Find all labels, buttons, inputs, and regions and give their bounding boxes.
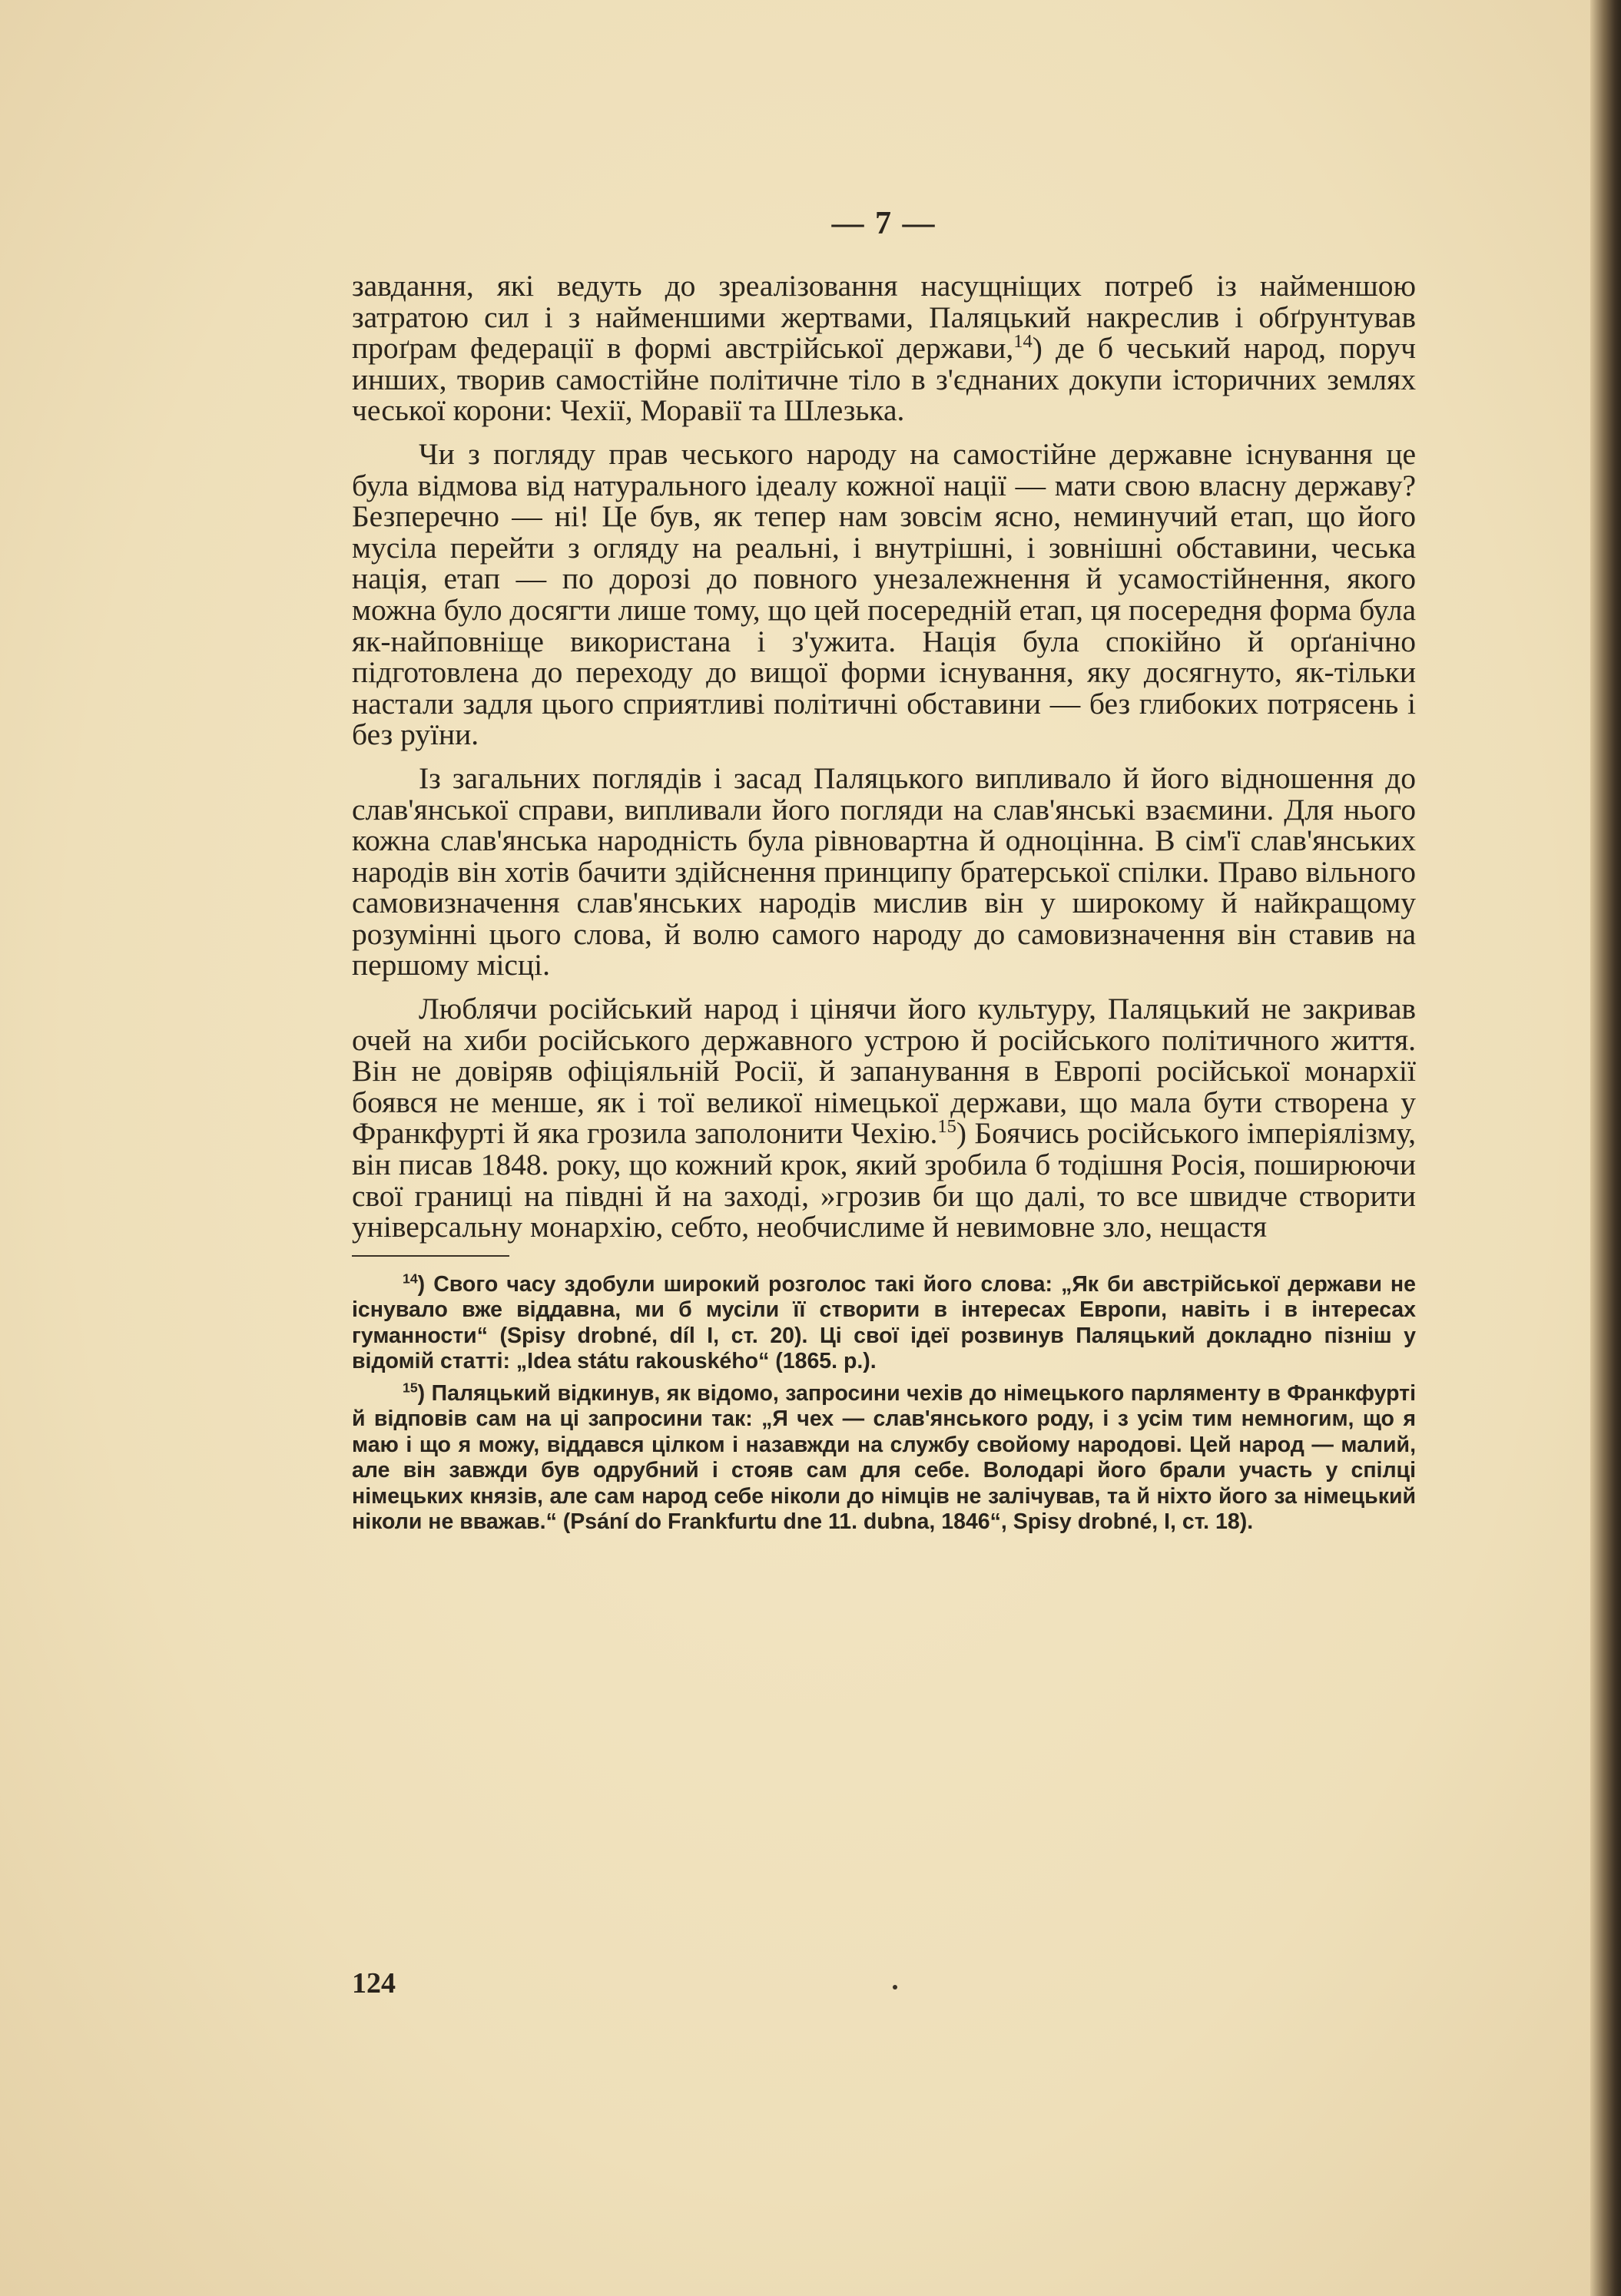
footnote-15-text: ) Паляцький відкинув, як відомо, запросини чехів до німецького парляменту в Франкфурті й відповів сам на ці запросини так: „Я чех — слав'янського роду, і з усім тим немногим, що я маю і що я можу, віддався цілком і назавжди на службу свойому народові. Цей народ — малий, але він завжди був одрубний і стояв сам для себе. Володарі його брали участь у спілці німецьких князів, але сам народ себе ніколи до німців не залічував, та й ніхто його за німецький ніколи не вважав.“ (Psání do Frankfurtu dne 11. dubna, 1846“, Spisy drobné, I, ст. 18). — [352, 1380, 1416, 1535]
paragraph-4 — [352, 993, 1416, 1243]
paragraph-4-text: Люблячи російський народ і цінячи його культуру, Паляцький не закривав очей на хиби російського державного устрою й російського політичного життя. Він не довіряв офіціяльній Росії, й запанування в Европі російської монархії боявся не менше, як і тої великої німецької держави, що мала бути створена у Франкфурті й яка грозила заполонити Чехію. — [352, 992, 1416, 1151]
binding-edge — [1590, 0, 1621, 2296]
page-number: 124 — [352, 1967, 396, 1999]
paragraph-1-text: завдання, які ведуть до зреалізовання насущніщих потреб із найменшою затратою сил і з найменшими жертвами, Паляцький накреслив і обґрунтував проґрам федерації в формі австрійської держави, — [352, 269, 1416, 366]
paragraph-4-continuation: ) Боячись російського імперіялізму, він писав 1848. року, що кожний крок, який зробила б тодішня Росія, поширюючи свої границі на півдні й на заході, »грозив би що далі, то все швидче створити універсальну монархію, себто, необчислиме й невимовне зло, нещастя — [352, 1116, 1416, 1244]
footnote-14-text: ) Свого часу здобули широкий розголос такі його слова: „Як би австрійської держави не існувало вже віддавна, ми б мусіли її створити в інтересах Европи, навіть і в інтересах гуманности“ (Spisy drobné, díl I, ст. 20). Ці свої ідеї розвинув Паляцький докладно пізніш у відомій статті: „Idea státu rakouského“ (1865. р.). — [352, 1271, 1416, 1374]
paragraph-1 — [352, 270, 1416, 426]
footnote-15 — [352, 1381, 1416, 1536]
paragraph-2: Чи з погляду прав чеського народу на самостійне державне існування це була відмова від натурального ідеалу кожної нації — мати свою власну державу? Безперечно — ні! Це був, як тепер нам зовсім ясно, неминучий етап, що його мусіла перейти з огляду на реальні, і внутрішні, і зовнішні обставини, чеська нація, етап — по дорозі до повного унезалежнення й усамостійнення, якого можна було досягти лише тому, що цей посередній етап, ця посередня форма була як-найповніще використана і з'ужита. Нація була спокійно й орґанічно підготовлена до переходу до вищої форми існування, яку досягнуто, як-тільки настали задля цього сприятливі політичні обставини — без глибоких потрясень і без руїни. — [352, 436, 1416, 752]
footnote-14 — [352, 1272, 1416, 1375]
footnote-14-marker: 14 — [403, 1271, 418, 1287]
paragraph-1-continuation: ) де б чеський народ, поруч инших, творив самостійне політичне тіло в з'єднаних докупи історичних землях чеської корони: Чехії, Моравії та Шлезька. — [352, 331, 1417, 428]
footnote-ref-15: 15 — [937, 1116, 956, 1138]
paragraph-3: Із загальних поглядів і засад Паляцького випливало й його відношення до слав'янської справи, випливали його погляди на слав'янські взаємини. Для нього кожна слав'янська народність була рівновартна й одноцінна. В сім'ї слав'янських народів він хотів бачити здійснення принципу братерської спілки. Право вільного самовизначення слав'янських народів мислив він у широкому й найкращому розумінні цього слова, й волю самого народу до самовизначення він ставив на першому місці. — [352, 760, 1416, 982]
footnote-ref-14: 14 — [1013, 331, 1033, 353]
ink-speck — [893, 1985, 897, 1990]
footnote-15-marker: 15 — [403, 1380, 418, 1396]
footnote-divider — [352, 1255, 509, 1257]
running-head: — 7 — — [831, 206, 936, 241]
page-content — [352, 207, 1416, 1542]
